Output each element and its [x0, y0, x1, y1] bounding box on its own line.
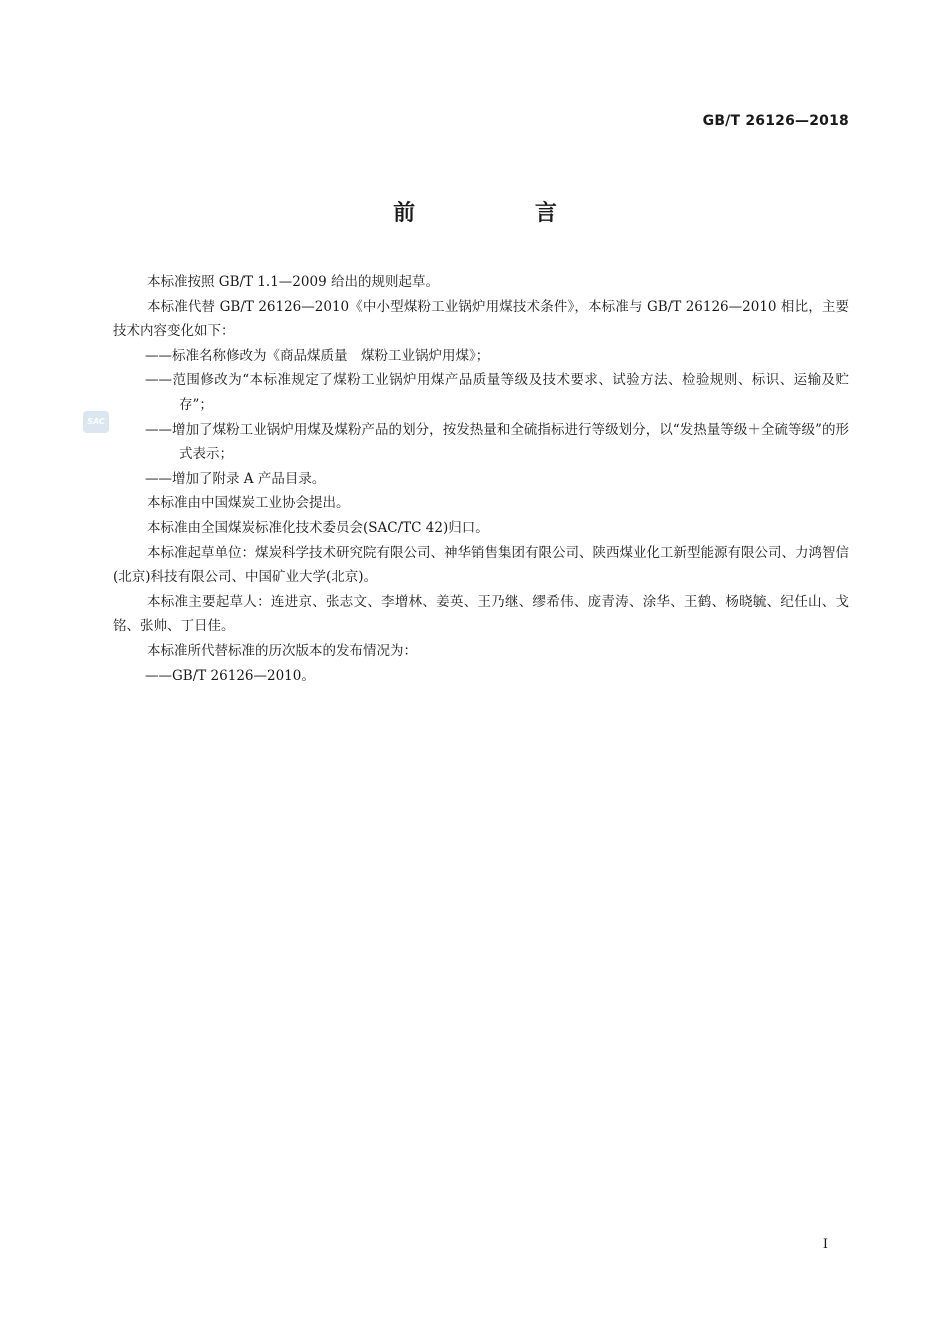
paragraph-replacement: 本标准代替 GB/T 26126—2010《中小型煤粉工业锅炉用煤技术条件》，本标准与 GB/T 26126—2010 相比，主要技术内容变化如下： [113, 298, 849, 340]
page-title: 前 言 [393, 201, 613, 226]
paragraph-committee: 本标准由全国煤炭标准化技术委员会(SAC/TC 42)归口。 [147, 519, 489, 536]
change-item-appendix: ——增加了附录 A 产品目录。 [145, 470, 326, 487]
paragraph-drafting-rules: 本标准按照 GB/T 1.1—2009 给出的规则起草。 [147, 274, 439, 290]
sac-watermark-logo: SAC [83, 411, 109, 433]
change-item-classification: ——增加了煤粉工业锅炉用煤及煤粉产品的划分，按发热量和全硫指标进行等级划分，以“发热量等级＋全硫等级”的形式表示； [145, 421, 849, 463]
paragraph-drafters: 本标准主要起草人：连进京、张志文、李增林、姜英、王乃继、缪希伟、庞青涛、涂华、王鹤、杨晓毓、纪任山、戈铭、张帅、丁日佳。 [113, 593, 849, 635]
foreword-body [113, 270, 849, 688]
page-number: I [822, 1237, 828, 1252]
change-item-scope: ——范围修改为“本标准规定了煤粉工业锅炉用煤产品质量等级及技术要求、试验方法、检验规则、标识、运输及贮存”； [145, 372, 849, 413]
paragraph-history-intro: 本标准所代替标准的历次版本的发布情况为： [147, 642, 417, 659]
standard-code: GB/T 26126—2018 [702, 113, 849, 129]
change-item-title: ——标准名称修改为《商品煤质量 煤粉工业锅炉用煤》； [145, 347, 490, 364]
paragraph-proposer: 本标准由中国煤炭工业协会提出。 [147, 495, 350, 512]
history-item: ——GB/T 26126—2010。 [145, 667, 315, 684]
paragraph-drafting-units: 本标准起草单位：煤炭科学技术研究院有限公司、神华销售集团有限公司、陕西煤业化工新型能源有限公司、力鸿智信(北京)科技有限公司、中国矿业大学(北京)。 [113, 544, 849, 586]
